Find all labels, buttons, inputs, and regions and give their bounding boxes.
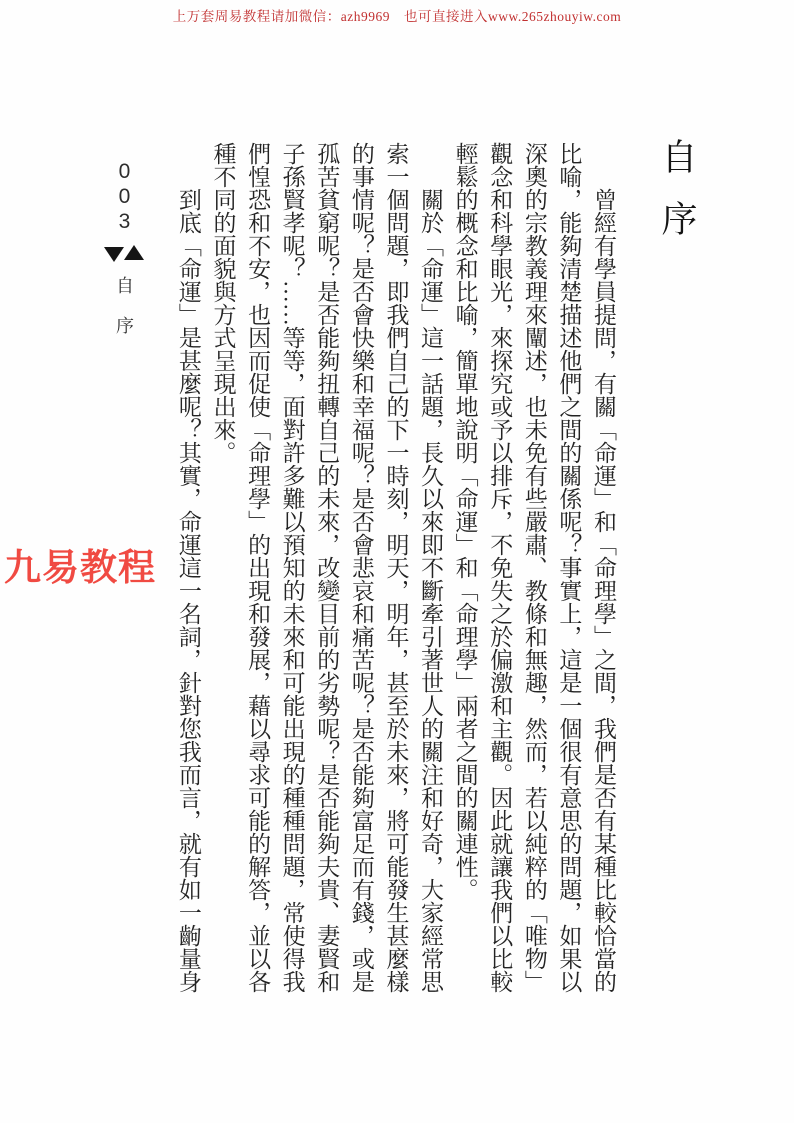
watermark-text: 九易教程 <box>4 547 156 588</box>
paragraph-3: 到底「命運」是甚麼呢？其實，命運這一名詞，針對您我而言，就有如一齣量身 <box>175 188 201 993</box>
paragraph-2: 關於「命運」這一話題，長久以來即不斷牽引著世人的關注和好奇，大家經常思索一個問題，即我們自己的下一時刻，明天，明年，甚至於未來，將可能發生甚麼樣的事情呢？是否會快樂和幸福呢？是否會悲哀和痛苦呢？是否能夠富足而有錢，或是孤苦貧窮呢？是否能夠扭轉自己的未來，改變目前的劣勢呢？是否能夠夫貴、妻賢和子孫賢孝呢？……等等，面對許多難以預知的未來和可能出現的種種問題，常使得我們惶恐和不安，也因而促使「命理學」的出現和發展，藉以尋求可能的解答，並以各種不同的面貌與方式呈現出來。 <box>210 142 444 993</box>
main-body-vertical-text <box>170 142 620 1004</box>
promo-header-text: 上万套周易教程请加微信：azh9969 也可直接进入www.265zhouyiw.com <box>172 9 622 24</box>
running-section-title: 自序 <box>114 276 134 356</box>
page-marker-column <box>104 160 144 356</box>
chapter-title: 自序 <box>657 138 697 262</box>
page-number: 003 <box>113 160 136 235</box>
diamond-marker-icon <box>104 245 144 262</box>
paragraph-1: 曾經有學員提問，有關「命運」和「命理學」之間，我們是否有某種比較恰當的比喻，能夠清楚描述他們之間的關係呢？事實上，這是一個很有意思的問題，如果以深奧的宗教義理來闡述，也未免有些嚴肅、教條和無趣，然而，若以純粹的「唯物」觀念和科學眼光，來探究或予以排斥，不免失之於偏激和主觀。因此就讓我們以比較輕鬆的概念和比喻，簡單地說明「命運」和「命理學」兩者之間的關連性。 <box>452 142 616 993</box>
